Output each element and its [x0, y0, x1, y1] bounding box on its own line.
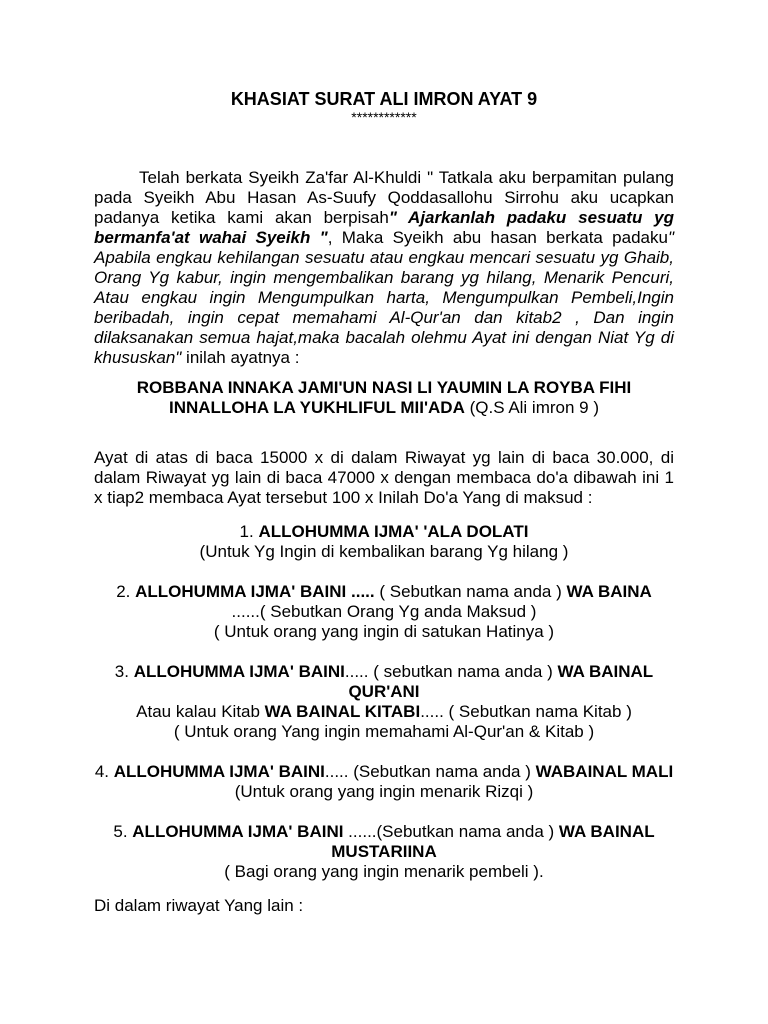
doa-instruction: ..... (Sebutkan nama anda )	[324, 762, 536, 781]
doa-number: 1.	[239, 522, 259, 541]
doa-line	[94, 522, 674, 542]
closing-line: Di dalam riwayat Yang lain :	[94, 896, 304, 915]
ayat-reference: (Q.S Ali imron 9 )	[464, 398, 599, 417]
intro-quote-2: " Apabila engkau kehilangan sesuatu atau engkau mencari sesuatu yg Ghaib, Orang Yg kabur, ingin mengembalikan barang yg hilang, Menarik Pencuri, Atau engkau ingin Mengumpulkan harta, Mengumpulkan Pembeli,Ingin beribadah, ingin cepat memahami Al-Qur'an dan kitab2 , Dan ingin dilaksanakan semua hajat,maka bacalah olehmu Ayat ini dengan Niat Yg di khususkan"	[94, 228, 674, 367]
doa-item-4	[94, 762, 674, 802]
intro-text-2: , Maka Syeikh abu hasan berkata padaku	[327, 228, 668, 247]
reading-instructions: Ayat di atas di baca 15000 x di dalam Riwayat yg lain di baca 30.000, di dalam Riwayat yg lain di baca 47000 x dengan membaca do'a dibawah ini 1 x tiap2 membaca Ayat tersebut 100 x Inilah Do'a Yang di maksud :	[94, 448, 674, 507]
doa-purpose: ( Untuk orang yang ingin di satukan Hatinya )	[213, 622, 555, 641]
doa-item-3	[94, 662, 674, 742]
doa-instruction: ( Sebutkan nama anda )	[374, 582, 567, 601]
doa-purpose: (Untuk Yg Ingin di kembalikan barang Yg hilang )	[199, 542, 569, 561]
doa-line	[94, 822, 674, 862]
doa-number: 3.	[114, 662, 134, 681]
intro-quote-1: " Ajarkanlah padaku sesuatu yg bermanfa'at wahai Syeikh "	[94, 208, 674, 247]
intro-text-1: Telah berkata Syeikh Za'far Al-Khuldi " Tatkala aku berpamitan pulang pada Syeikh Abu Hasan As-Suufy Qoddasallohu Sirrohu aku ucapkan padanya ketika kami akan berpisah	[94, 168, 674, 227]
ayat-arabic: ROBBANA INNAKA JAMI'UN NASI LI YAUMIN LA ROYBA FIHI INNALLOHA LA YUKHLIFUL MII'ADA	[136, 378, 632, 417]
title-separator: ************	[351, 109, 417, 125]
doa-instruction-2: ......( Sebutkan Orang Yg anda Maksud )	[231, 602, 537, 621]
intro-paragraph	[94, 168, 674, 368]
ayat-paragraph	[94, 378, 674, 418]
doa-purpose: (Untuk orang yang ingin menarik Rizqi )	[234, 782, 534, 801]
doa-purpose: ( Untuk orang Yang ingin memahami Al-Qur'an & Kitab )	[173, 722, 595, 741]
doa-item-2	[94, 582, 674, 642]
doa-text-2: WA BAINAL MUSTARIINA	[331, 822, 655, 861]
doa-instruction: ..... ( sebutkan nama anda )	[344, 662, 558, 681]
doa-item-1	[94, 522, 674, 562]
doa-text: ALLOHUMMA IJMA' BAINI	[132, 822, 344, 841]
doa-line	[94, 582, 674, 602]
alt-prefix: Atau kalau Kitab	[136, 702, 265, 721]
intro-text-3: inilah ayatnya :	[181, 348, 300, 367]
doa-text-2: WABAINAL MALI	[535, 762, 674, 781]
doa-number: 4.	[94, 762, 114, 781]
doa-item-5	[94, 822, 674, 882]
doa-line	[94, 762, 674, 782]
doa-text: ALLOHUMMA IJMA' BAINI	[133, 662, 345, 681]
doa-instruction: ......(Sebutkan nama anda )	[343, 822, 559, 841]
alt-doa-text: WA BAINAL KITABI	[264, 702, 421, 721]
doa-text-2: WA BAINAL QUR'ANI	[348, 662, 654, 701]
doa-line	[94, 662, 674, 702]
document-body	[94, 88, 674, 916]
doa-text: ALLOHUMMA IJMA' BAINI	[113, 762, 325, 781]
doa-number: 2.	[116, 582, 136, 601]
doa-alternative	[94, 702, 674, 722]
doa-purpose: ( Bagi orang yang ingin menarik pembeli ).	[224, 862, 544, 881]
document-title: KHASIAT SURAT ALI IMRON AYAT 9	[230, 89, 538, 109]
doa-text: ALLOHUMMA IJMA' BAINI .....	[135, 582, 375, 601]
alt-instruction: ..... ( Sebutkan nama Kitab )	[420, 702, 632, 721]
doa-text-2: WA BAINA	[566, 582, 652, 601]
doa-number: 5.	[113, 822, 133, 841]
doa-text: ALLOHUMMA IJMA' 'ALA DOLATI	[258, 522, 529, 541]
